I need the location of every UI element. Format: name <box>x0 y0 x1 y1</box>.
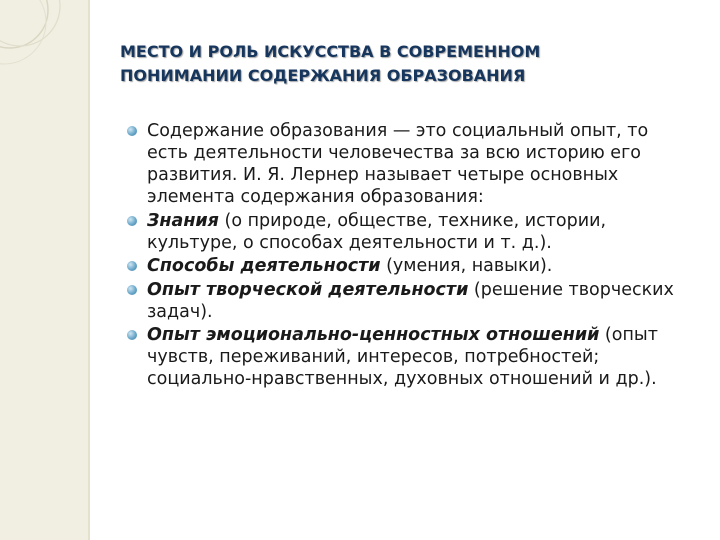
title-line: ПОНИМАНИИ СОДЕРЖАНИЯ ОБРАЗОВАНИЯ <box>120 66 526 85</box>
bullet-dot-icon <box>127 261 137 271</box>
bullet-item <box>127 324 687 390</box>
bullet-text: (умения, навыки). <box>380 256 553 276</box>
bullet-emphasis: Опыт эмоционально-ценностных отношений <box>147 325 600 345</box>
bullet-dot-icon <box>127 216 137 226</box>
bullet-emphasis: Способы деятельности <box>147 256 381 276</box>
bullet-text: (решение творческих задач). <box>147 279 674 322</box>
bullet-text: (опыт чувств, переживаний, интересов, потребностей; социально-нравственных, духовных отношений и др.). <box>147 325 658 389</box>
bullet-text: Содержание образования — это социальный опыт, то есть деятельности человечества за всю историю его развития. И. Я. Лернер называет четыре основных элемента содержания образования: <box>147 121 649 207</box>
bullet-emphasis: Знания <box>147 210 219 231</box>
bullet-dot-icon <box>127 285 137 295</box>
bullet-list <box>127 120 687 392</box>
bullet-text: (о природе, обществе, технике, истории, культуре, о способах деятельности и т. д.). <box>147 210 607 253</box>
bullet-dot-icon <box>127 330 137 340</box>
bullet-item <box>127 255 687 277</box>
bullet-item <box>127 120 687 208</box>
bullet-item <box>127 279 687 323</box>
title-line: МЕСТО И РОЛЬ ИСКУССТВА В СОВРЕМЕННОМ <box>120 42 541 61</box>
slide-title <box>120 40 680 88</box>
bullet-dot-icon <box>127 126 137 136</box>
bullet-emphasis: Опыт творческой деятельности <box>147 279 469 300</box>
bullet-item <box>127 210 687 254</box>
decorative-rings-icon <box>0 0 110 110</box>
